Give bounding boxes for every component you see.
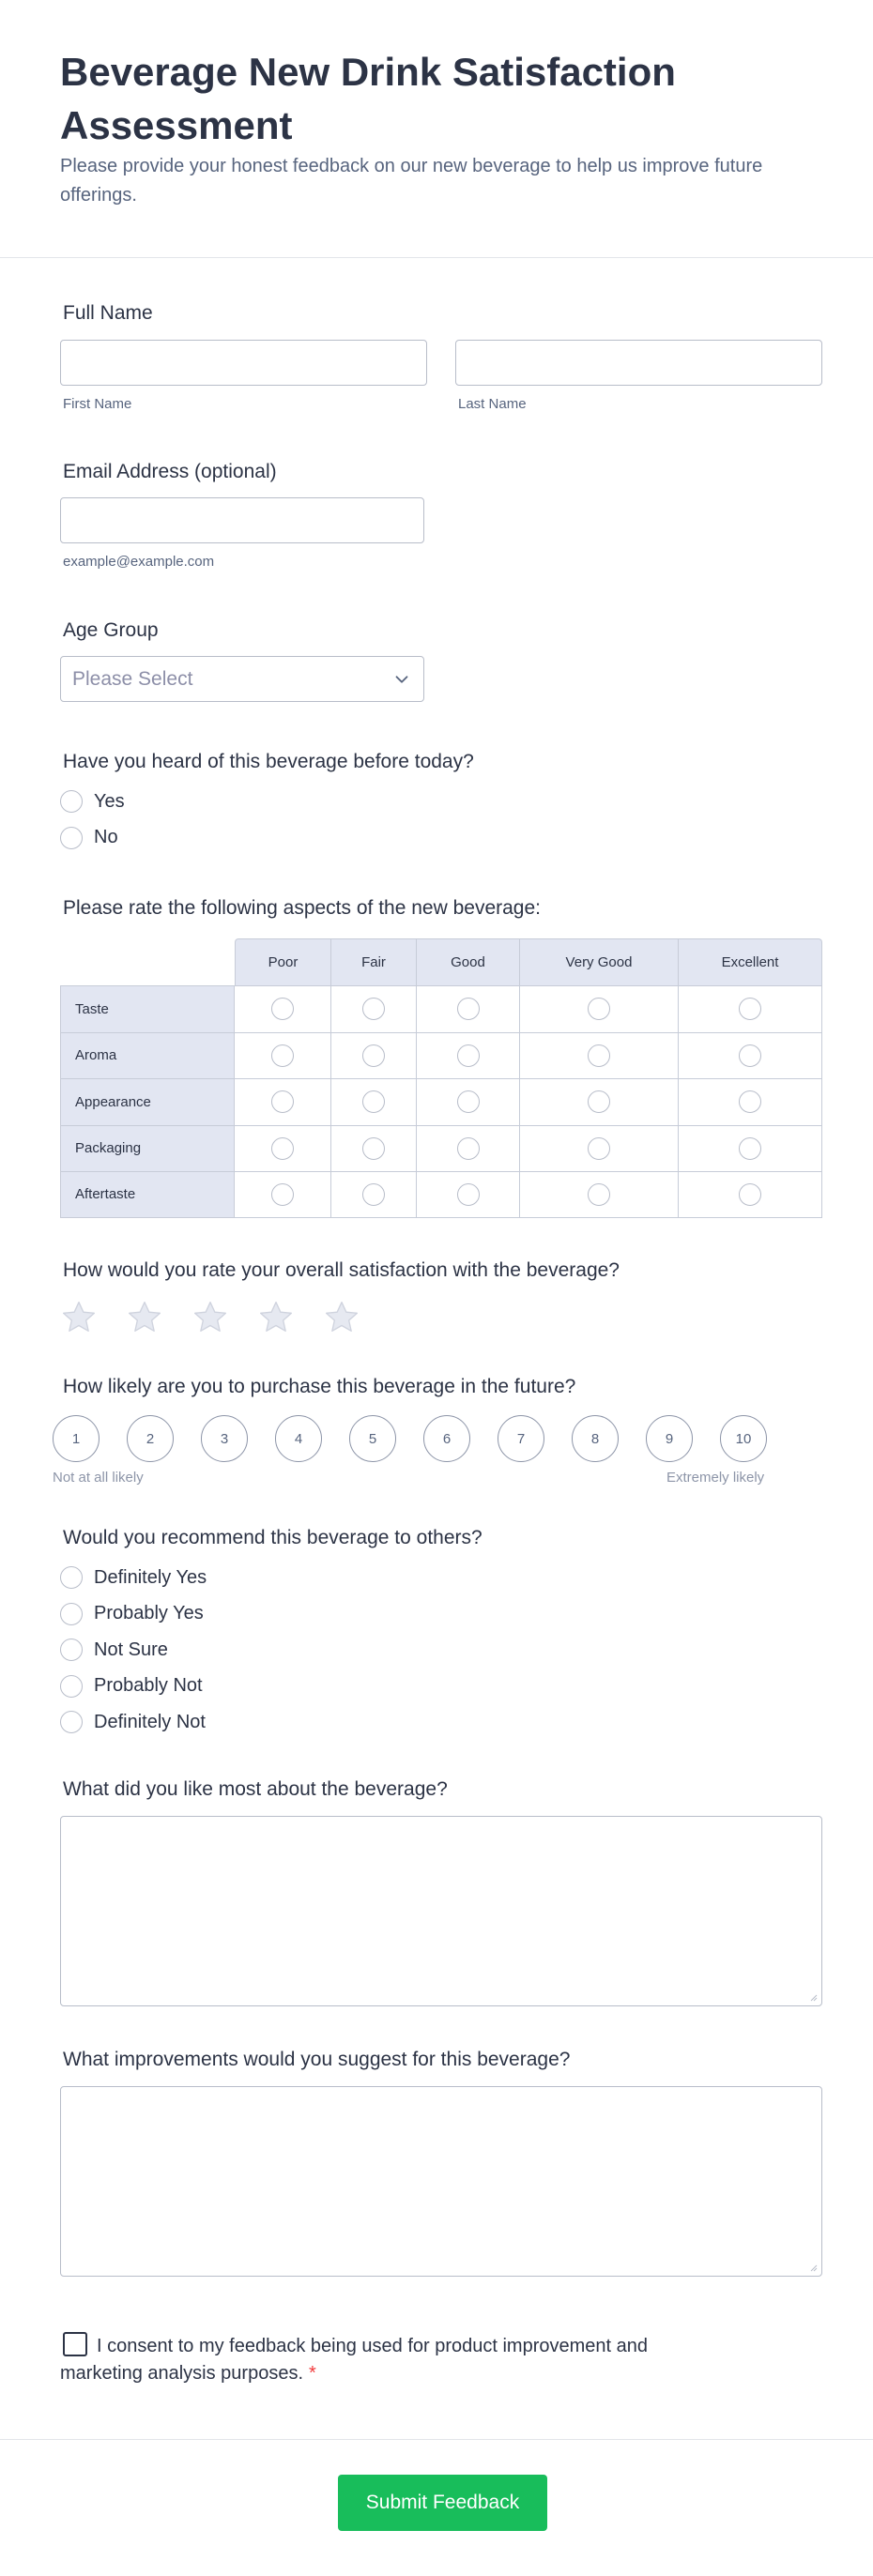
email-section [60, 461, 822, 570]
matrix-radio[interactable] [362, 1044, 385, 1067]
recommend-option-label: Not Sure [94, 1639, 168, 1660]
scale-option-7[interactable]: 7 [498, 1415, 544, 1462]
star-icon[interactable] [126, 1299, 163, 1336]
matrix-column-header: Very Good [520, 938, 679, 985]
scale-option-5[interactable]: 5 [349, 1415, 396, 1462]
matrix-row-label: Packaging [60, 1125, 235, 1172]
matrix-row-packaging [60, 1125, 822, 1172]
purchase-likelihood-label: How likely are you to purchase this beverage in the future? [63, 1376, 576, 1397]
heard-before-section [60, 751, 822, 856]
matrix-row-label: Aftertaste [60, 1171, 235, 1218]
recommend-option-probably-yes[interactable] [60, 1596, 822, 1633]
matrix-radio[interactable] [362, 1183, 385, 1206]
matrix-radio[interactable] [271, 1183, 294, 1206]
matrix-row-aroma [60, 1032, 822, 1079]
matrix-radio[interactable] [739, 1090, 761, 1113]
page-title: Beverage New Drink Satisfaction Assessment [60, 50, 676, 147]
resize-grip-icon[interactable] [808, 1992, 818, 2002]
matrix-radio[interactable] [588, 1137, 610, 1160]
matrix-row-taste [60, 985, 822, 1032]
email-label: Email Address (optional) [63, 461, 277, 482]
last-name-sublabel: Last Name [458, 396, 527, 412]
matrix-row-label: Taste [60, 985, 235, 1032]
matrix-radio[interactable] [739, 1183, 761, 1206]
liked-most-label: What did you like most about the beverage? [63, 1778, 448, 1800]
matrix-column-header: Excellent [679, 938, 822, 985]
star-icon[interactable] [191, 1299, 229, 1336]
matrix-column-header: Poor [235, 938, 331, 985]
full-name-section [60, 302, 822, 412]
matrix-radio[interactable] [588, 1183, 610, 1206]
liked-most-textarea[interactable] [60, 1816, 822, 2006]
matrix-row-aftertaste [60, 1171, 822, 1218]
matrix-radio[interactable] [271, 1090, 294, 1113]
scale-high-label: Extremely likely [666, 1470, 765, 1486]
age-group-label: Age Group [63, 619, 159, 641]
matrix-radio[interactable] [588, 998, 610, 1020]
chevron-down-icon [391, 669, 412, 690]
scale-option-3[interactable]: 3 [201, 1415, 248, 1462]
scale-option-9[interactable]: 9 [646, 1415, 693, 1462]
first-name-sublabel: First Name [63, 396, 132, 412]
submit-button[interactable]: Submit Feedback [338, 2475, 547, 2531]
consent-text: I consent to my feedback being used for product improvement and marketing analysis purposes. [60, 2336, 649, 2384]
radio-circle[interactable] [60, 827, 83, 849]
matrix-radio[interactable] [588, 1044, 610, 1067]
improvements-section [60, 2049, 822, 2277]
age-group-select[interactable] [60, 656, 424, 702]
overall-satisfaction-section [60, 1259, 822, 1336]
required-mark: * [309, 2363, 316, 2384]
first-name-input[interactable] [60, 340, 427, 386]
matrix-radio[interactable] [457, 1090, 480, 1113]
scale-option-2[interactable]: 2 [127, 1415, 174, 1462]
matrix-radio[interactable] [739, 1137, 761, 1160]
radio-circle[interactable] [60, 1639, 83, 1661]
page-subtitle: Please provide your honest feedback on our new beverage to help us improve future offerings. [60, 156, 763, 206]
radio-circle[interactable] [60, 1566, 83, 1589]
recommend-label: Would you recommend this beverage to others? [63, 1527, 482, 1548]
recommend-option-label: Definitely Yes [94, 1566, 207, 1588]
scale-option-6[interactable]: 6 [423, 1415, 470, 1462]
scale-option-10[interactable]: 10 [720, 1415, 767, 1462]
recommend-option-label: Probably Yes [94, 1603, 204, 1624]
matrix-row-label: Aroma [60, 1032, 235, 1079]
improvements-label: What improvements would you suggest for this beverage? [63, 2049, 571, 2070]
star-icon[interactable] [257, 1299, 295, 1336]
rating-matrix-label: Please rate the following aspects of the new beverage: [63, 897, 541, 919]
star-icon[interactable] [60, 1299, 98, 1336]
rating-matrix [60, 938, 822, 1218]
recommend-option-not-sure[interactable] [60, 1632, 822, 1669]
purchase-likelihood-section [53, 1376, 832, 1486]
form-header [0, 0, 873, 258]
matrix-radio[interactable] [362, 1137, 385, 1160]
star-icon[interactable] [323, 1299, 360, 1336]
consent-section [60, 2332, 717, 2387]
recommend-option-definitely-yes[interactable] [60, 1560, 822, 1596]
radio-circle[interactable] [60, 1675, 83, 1698]
full-name-label: Full Name [63, 302, 153, 324]
radio-circle[interactable] [60, 1603, 83, 1625]
matrix-radio[interactable] [362, 998, 385, 1020]
matrix-radio[interactable] [271, 1137, 294, 1160]
matrix-row-label: Appearance [60, 1078, 235, 1125]
matrix-radio[interactable] [362, 1090, 385, 1113]
matrix-radio[interactable] [271, 998, 294, 1020]
overall-satisfaction-label: How would you rate your overall satisfaction with the beverage? [63, 1259, 620, 1281]
matrix-radio[interactable] [457, 1044, 480, 1067]
improvements-textarea[interactable] [60, 2086, 822, 2277]
heard-before-option-no[interactable] [60, 820, 822, 857]
liked-most-section [60, 1778, 822, 2006]
heard-before-option-label: Yes [94, 790, 125, 812]
scale-option-1[interactable]: 1 [53, 1415, 100, 1462]
matrix-radio[interactable] [457, 1137, 480, 1160]
radio-circle[interactable] [60, 790, 83, 813]
heard-before-option-yes[interactable] [60, 784, 822, 820]
recommend-option-definitely-not[interactable] [60, 1704, 822, 1741]
heard-before-label: Have you heard of this beverage before today? [63, 751, 474, 772]
matrix-row-appearance [60, 1078, 822, 1125]
recommend-option-probably-not[interactable] [60, 1669, 822, 1705]
age-group-selected-value: Please Select [72, 667, 193, 690]
form-footer [0, 2439, 873, 2576]
age-group-section [60, 619, 822, 702]
matrix-radio[interactable] [588, 1090, 610, 1113]
scale-option-4[interactable]: 4 [275, 1415, 322, 1462]
consent-checkbox[interactable] [63, 2332, 87, 2356]
scale-low-label: Not at all likely [53, 1470, 144, 1486]
email-sublabel: example@example.com [63, 554, 215, 570]
matrix-column-header: Good [417, 938, 520, 985]
recommend-section [60, 1527, 822, 1741]
matrix-radio[interactable] [739, 1044, 761, 1067]
matrix-radio[interactable] [271, 1044, 294, 1067]
last-name-input[interactable] [455, 340, 822, 386]
recommend-option-label: Definitely Not [94, 1711, 206, 1732]
matrix-radio[interactable] [739, 998, 761, 1020]
scale-option-8[interactable]: 8 [572, 1415, 619, 1462]
matrix-radio[interactable] [457, 998, 480, 1020]
radio-circle[interactable] [60, 1711, 83, 1733]
resize-grip-icon[interactable] [808, 2263, 818, 2272]
heard-before-option-label: No [94, 827, 118, 848]
matrix-column-header: Fair [331, 938, 417, 985]
email-input[interactable] [60, 497, 424, 543]
matrix-radio[interactable] [457, 1183, 480, 1206]
recommend-option-label: Probably Not [94, 1675, 203, 1697]
matrix-corner [60, 938, 235, 985]
